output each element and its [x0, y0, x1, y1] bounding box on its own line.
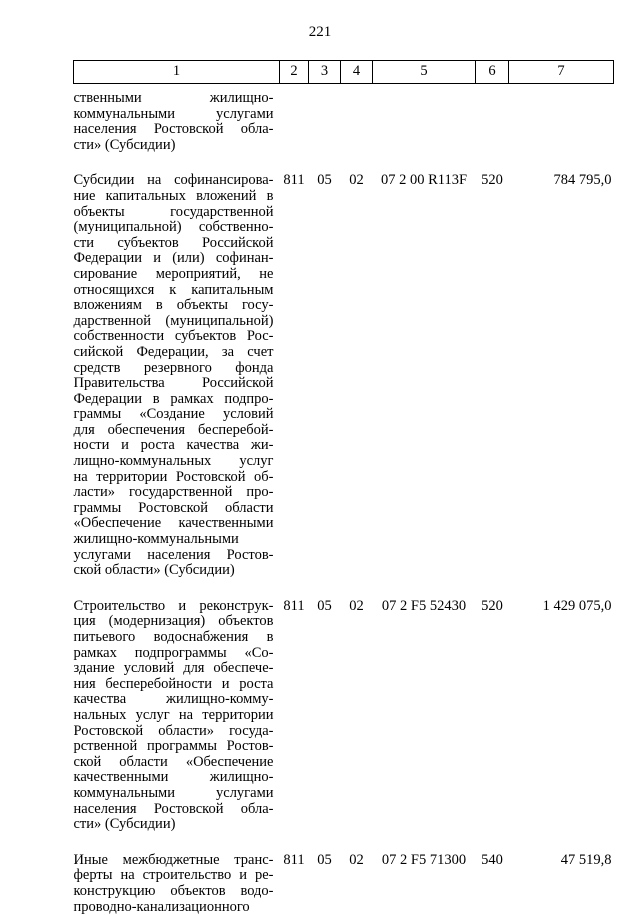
subsection-code-cell: 02 — [341, 579, 373, 833]
row-name-line: (муниципальной) собственно- — [74, 220, 274, 236]
row-name-cell — [74, 833, 280, 915]
amount-cell: 1 429 075,0 — [509, 579, 614, 833]
row-name-line: на территории Ростовской об- — [74, 470, 274, 486]
row-name-line: здание условий для обеспече- — [74, 661, 274, 677]
row-name-line: рамках подпрограммы «Со- — [74, 646, 274, 662]
expense-type-cell: 520 — [476, 579, 509, 833]
row-name-line: сийской Федерации, за счет — [74, 345, 274, 361]
row-name-line: качества жилищно-комму- — [74, 692, 274, 708]
subsection-code-cell — [341, 84, 373, 154]
section-code-cell — [309, 84, 341, 154]
row-name-line: лищно-коммунальных услуг — [74, 454, 274, 470]
row-name-line: населения Ростовской обла- — [74, 122, 274, 138]
row-name-cell — [74, 84, 280, 154]
row-name-line: вложениям в объекты госу- — [74, 298, 274, 314]
row-name-line: для обеспечения бесперебой- — [74, 423, 274, 439]
amount-cell — [509, 84, 614, 154]
table-header-row — [74, 61, 614, 84]
page-number: 221 — [0, 24, 640, 41]
row-name-line: Федерации в рамках подпро- — [74, 392, 274, 408]
row-name-line: дарственной (муниципальной) — [74, 314, 274, 330]
row-name-line: Строительство и реконструк- — [74, 599, 274, 615]
column-header: 2 — [280, 61, 309, 84]
column-header: 5 — [373, 61, 476, 84]
target-article-cell: 07 2 F5 71300 — [373, 833, 476, 915]
admin-code-cell: 811 — [280, 153, 309, 578]
admin-code-cell — [280, 84, 309, 154]
row-name-line: жилищно-коммунальными — [74, 532, 274, 548]
row-name-line: ция (модернизация) объектов — [74, 614, 274, 630]
table-row — [74, 833, 614, 915]
column-header: 6 — [476, 61, 509, 84]
row-name-line: ние капитальных вложений в — [74, 189, 274, 205]
column-header: 3 — [309, 61, 341, 84]
section-code-cell: 05 — [309, 153, 341, 578]
row-name-line: ской области «Обеспечение — [74, 755, 274, 771]
row-name-line: коммунальными услугами — [74, 107, 274, 123]
row-name-line: сти» (Субсидии) — [74, 817, 274, 833]
row-name-line: Иные межбюджетные транс- — [74, 853, 274, 869]
row-name-line: питьевого водоснабжения в — [74, 630, 274, 646]
row-name-line: Ростовской области» госуда- — [74, 724, 274, 740]
row-name-line: услугами населения Ростов- — [74, 548, 274, 564]
row-name-line: качественными жилищно- — [74, 770, 274, 786]
row-name-cell — [74, 579, 280, 833]
row-name-line: граммы Ростовской области — [74, 501, 274, 517]
target-article-cell — [373, 84, 476, 154]
row-name-line: рственной программы Ростов- — [74, 739, 274, 755]
row-name-line: проводно-канализационного — [74, 900, 274, 915]
row-name-line: относящихся к капитальным — [74, 283, 274, 299]
amount-cell: 784 795,0 — [509, 153, 614, 578]
row-name-cell — [74, 153, 280, 578]
row-name-line: ности и роста качества жи- — [74, 438, 274, 454]
row-name-line: нальных услуг на территории — [74, 708, 274, 724]
row-name-line: конструкцию объектов водо- — [74, 884, 274, 900]
column-header: 1 — [74, 61, 280, 84]
amount-cell: 47 519,8 — [509, 833, 614, 915]
table-row — [74, 579, 614, 833]
target-article-cell: 07 2 F5 52430 — [373, 579, 476, 833]
admin-code-cell: 811 — [280, 833, 309, 915]
admin-code-cell: 811 — [280, 579, 309, 833]
row-name-line: коммунальными услугами — [74, 786, 274, 802]
table-row — [74, 84, 614, 154]
table-row — [74, 153, 614, 578]
row-name-line: «Обеспечение качественными — [74, 516, 274, 532]
subsection-code-cell: 02 — [341, 153, 373, 578]
row-name-line: сирование мероприятий, не — [74, 267, 274, 283]
column-header: 4 — [341, 61, 373, 84]
row-name-line: собственности субъектов Рос- — [74, 329, 274, 345]
budget-table — [73, 60, 614, 915]
row-name-line: ферты на строительство и ре- — [74, 868, 274, 884]
row-name-line: объекты государственной — [74, 205, 274, 221]
row-name-line: граммы «Создание условий — [74, 407, 274, 423]
row-name-line: ственными жилищно- — [74, 91, 274, 107]
row-name-line: Субсидии на софинансирова- — [74, 173, 274, 189]
expense-type-cell — [476, 84, 509, 154]
row-name-line: сти» (Субсидии) — [74, 138, 274, 154]
row-name-line: населения Ростовской обла- — [74, 802, 274, 818]
expense-type-cell: 520 — [476, 153, 509, 578]
row-name-line: ния бесперебойности и роста — [74, 677, 274, 693]
section-code-cell: 05 — [309, 579, 341, 833]
row-name-line: ской области» (Субсидии) — [74, 563, 274, 579]
row-name-line: сти субъектов Российской — [74, 236, 274, 252]
row-name-line: ласти» государственной про- — [74, 485, 274, 501]
subsection-code-cell: 02 — [341, 833, 373, 915]
row-name-line: Федерации и (или) софинан- — [74, 251, 274, 267]
row-name-line: Правительства Российской — [74, 376, 274, 392]
expense-type-cell: 540 — [476, 833, 509, 915]
section-code-cell: 05 — [309, 833, 341, 915]
column-header: 7 — [509, 61, 614, 84]
target-article-cell: 07 2 00 R113F — [373, 153, 476, 578]
row-name-line: средств резервного фонда — [74, 361, 274, 377]
